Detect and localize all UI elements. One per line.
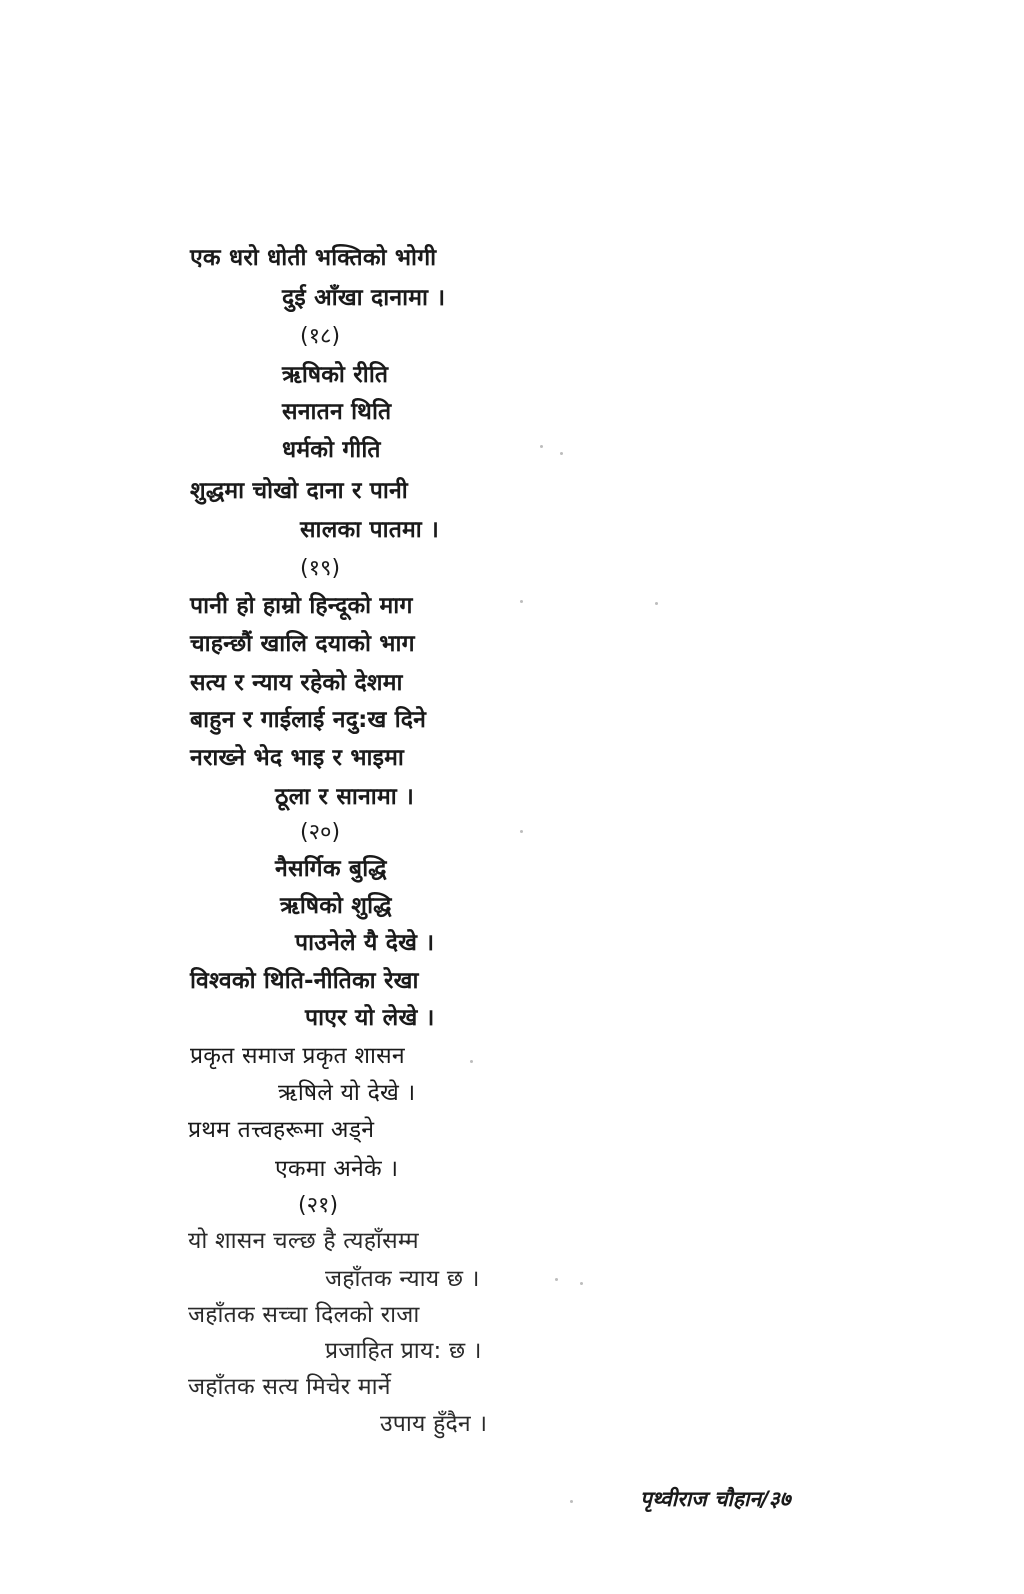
poem-line: पाउनेले यै देखे । (295, 930, 435, 956)
scan-speck (470, 1060, 473, 1063)
scan-speck (655, 602, 658, 605)
poem-line: एकमा अनेके । (275, 1156, 399, 1182)
poem-line: ठूला र सानामा । (275, 784, 414, 810)
poem-line: धर्मको गीति (282, 437, 381, 463)
running-title-footer: पृथ्वीराज चौहान/३७ (640, 1487, 791, 1511)
poem-line: ऋषिले यो देखे । (278, 1080, 416, 1106)
poem-line: प्रकृत समाज प्रकृत शासन (190, 1043, 405, 1069)
scan-speck (540, 445, 543, 448)
scan-speck (520, 830, 523, 833)
poem-line: सत्य र न्याय रहेको देशमा (190, 670, 403, 696)
poem-line: शुद्धमा चोखो दाना र पानी (190, 478, 408, 504)
poem-line: एक धरो धोती भक्तिको भोगी (190, 245, 437, 271)
poem-line: दुई आँखा दानामा । (282, 285, 446, 311)
poem-line: यो शासन चल्छ है त्यहाँसम्म (188, 1228, 419, 1254)
poem-line: जहाँतक सच्चा दिलको राजा (188, 1302, 420, 1328)
poem-line: जहाँतक सत्य मिचेर मार्ने (188, 1374, 391, 1400)
poem-line: पाएर यो लेखे । (305, 1005, 435, 1031)
poem-line: सनातन थिति (282, 399, 392, 425)
stanza-number: (२१) (298, 1193, 339, 1218)
poem-line: नैसर्गिक बुद्धि (275, 856, 387, 882)
scan-speck (580, 1282, 583, 1285)
poem-line: ऋषिको शुद्धि (280, 893, 392, 919)
poem-line: पानी हो हाम्रो हिन्दूको माग (190, 593, 413, 619)
scan-speck (560, 452, 563, 455)
poem-line: जहाँतक न्याय छ । (325, 1266, 480, 1292)
poem-line: चाहन्छौं खालि दयाको भाग (190, 631, 415, 657)
stanza-number: (१९) (300, 556, 341, 581)
poem-line: ऋषिको रीति (282, 362, 389, 388)
poem-line: सालका पातमा । (300, 517, 440, 543)
poem-line: बाहुन र गाईलाई नदु:ख दिने (190, 707, 427, 733)
scan-speck (570, 1500, 573, 1503)
scan-speck (520, 600, 523, 603)
poem-line: नराख्ने भेद भाइ र भाइमा (190, 745, 405, 771)
stanza-number: (१८) (300, 324, 341, 349)
poem-line: प्रथम तत्त्वहरूमा अड्ने (188, 1117, 375, 1143)
scan-speck (555, 1278, 558, 1281)
poem-line: प्रजाहित प्राय: छ । (325, 1338, 482, 1364)
stanza-number: (२०) (300, 820, 341, 845)
poem-line: विश्वको थिति-नीतिका रेखा (190, 968, 419, 994)
poem-line: उपाय हुँदैन । (380, 1411, 488, 1437)
